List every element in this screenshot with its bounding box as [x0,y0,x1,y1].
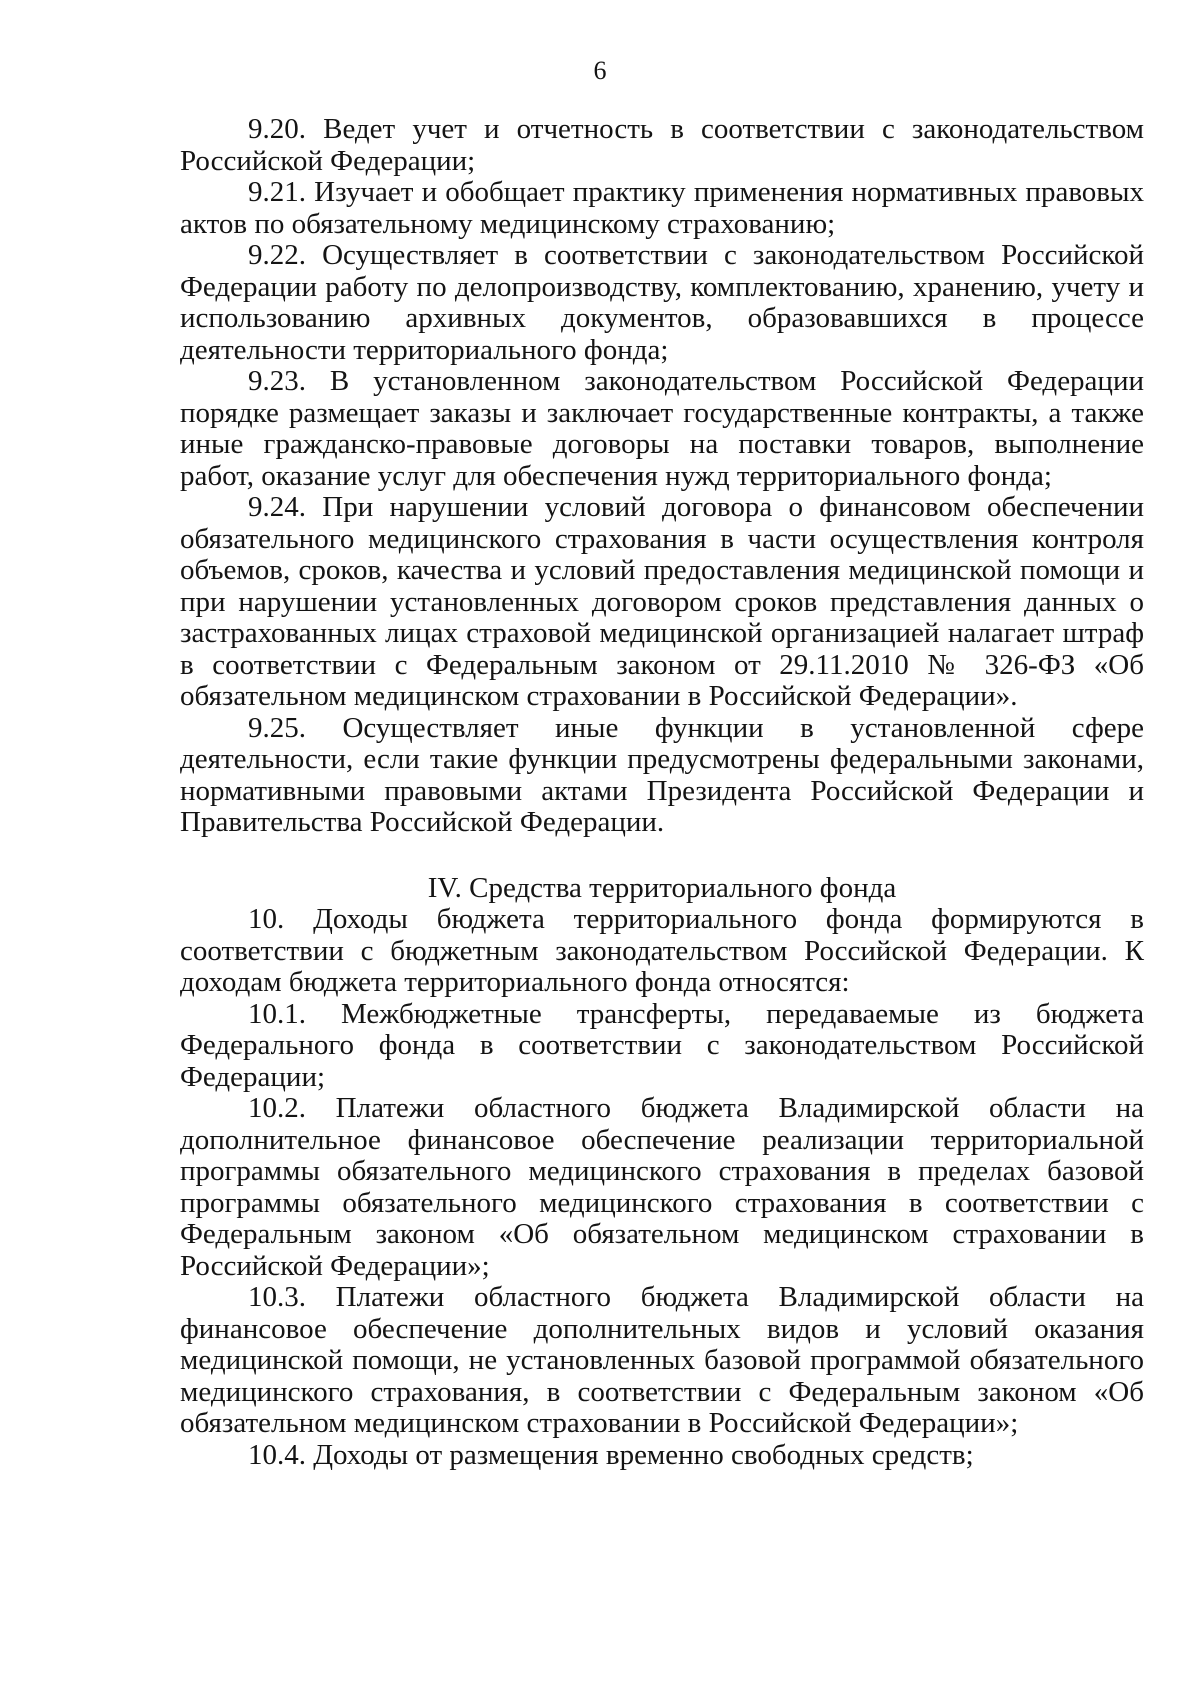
paragraph-9-23: 9.23. В установленном законодательством Российской Федерации порядке размещает заказы и заключает государственные контракты, а также иные гражданско-правовые договоры на поставки товаров, выполнение работ, оказание услуг для обеспечения нужд территориального фонда; [180,365,1144,492]
paragraph-9-25: 9.25. Осуществляет иные функции в установленной сфере деятельности, если такие функции предусмотрены федеральными законами, нормативными правовыми актами Президента Российской Федерации и Правительства Российской Федерации. [180,711,1144,838]
paragraph-10-4: 10.4. Доходы от размещения временно свободных средств; [248,1438,974,1471]
document-body [180,114,1144,1471]
page-number: 6 [593,56,607,85]
paragraph-9-22: 9.22. Осуществляет в соответствии с законодательством Российской Федерации работу по делопроизводству, комплектованию, хранению, учету и использованию архивных документов, образовавшихся в процессе деятельности территориального фонда; [180,239,1144,366]
paragraph-10-2: 10.2. Платежи областного бюджета Владимирской области на дополнительное финансовое обеспечение реализации территориальной программы обязательного медицинского страхования в пределах базовой программы обязательного медицинского страхования в соответствии с Федеральным законом «Об обязательном медицинском страховании в Российской Федерации»; [180,1092,1144,1282]
paragraph-9-24: 9.24. При нарушении условий договора о финансовом обеспечении обязательного медицинского страхования в части осуществления контроля объемов, сроков, качества и условий предоставления медицинской помощи и при нарушении установленных договором сроков представления данных о застрахованных лицах страховой медицинской организацией налагает штраф в соответствии с Федеральным законом от 29.11.2010 № 326-ФЗ «Об обязательном медицинском страховании в Российской Федерации». [180,491,1144,712]
paragraph-10: 10. Доходы бюджета территориального фонда формируются в соответствии с бюджетным законодательством Российской Федерации. К доходам бюджета территориального фонда относятся: [180,903,1144,998]
paragraph-9-21: 9.21. Изучает и обобщает практику применения нормативных правовых актов по обязательному медицинскому страхованию; [180,176,1144,240]
paragraph-9-20: 9.20. Ведет учет и отчетность в соответствии с законодательством Российской Федерации; [180,113,1144,177]
paragraph-10-1: 10.1. Межбюджетные трансферты, передаваемые из бюджета Федерального фонда в соответствии с законодательством Российской Федерации; [180,997,1144,1093]
paragraph-10-3: 10.3. Платежи областного бюджета Владимирской области на финансовое обеспечение дополнительных видов и условий оказания медицинской помощи, не установленных базовой программой обязательного медицинского страхования, в соответствии с Федеральным законом «Об обязательном медицинском страховании в Российской Федерации»; [180,1281,1144,1439]
section-heading: IV. Средства территориального фонда [427,871,897,904]
